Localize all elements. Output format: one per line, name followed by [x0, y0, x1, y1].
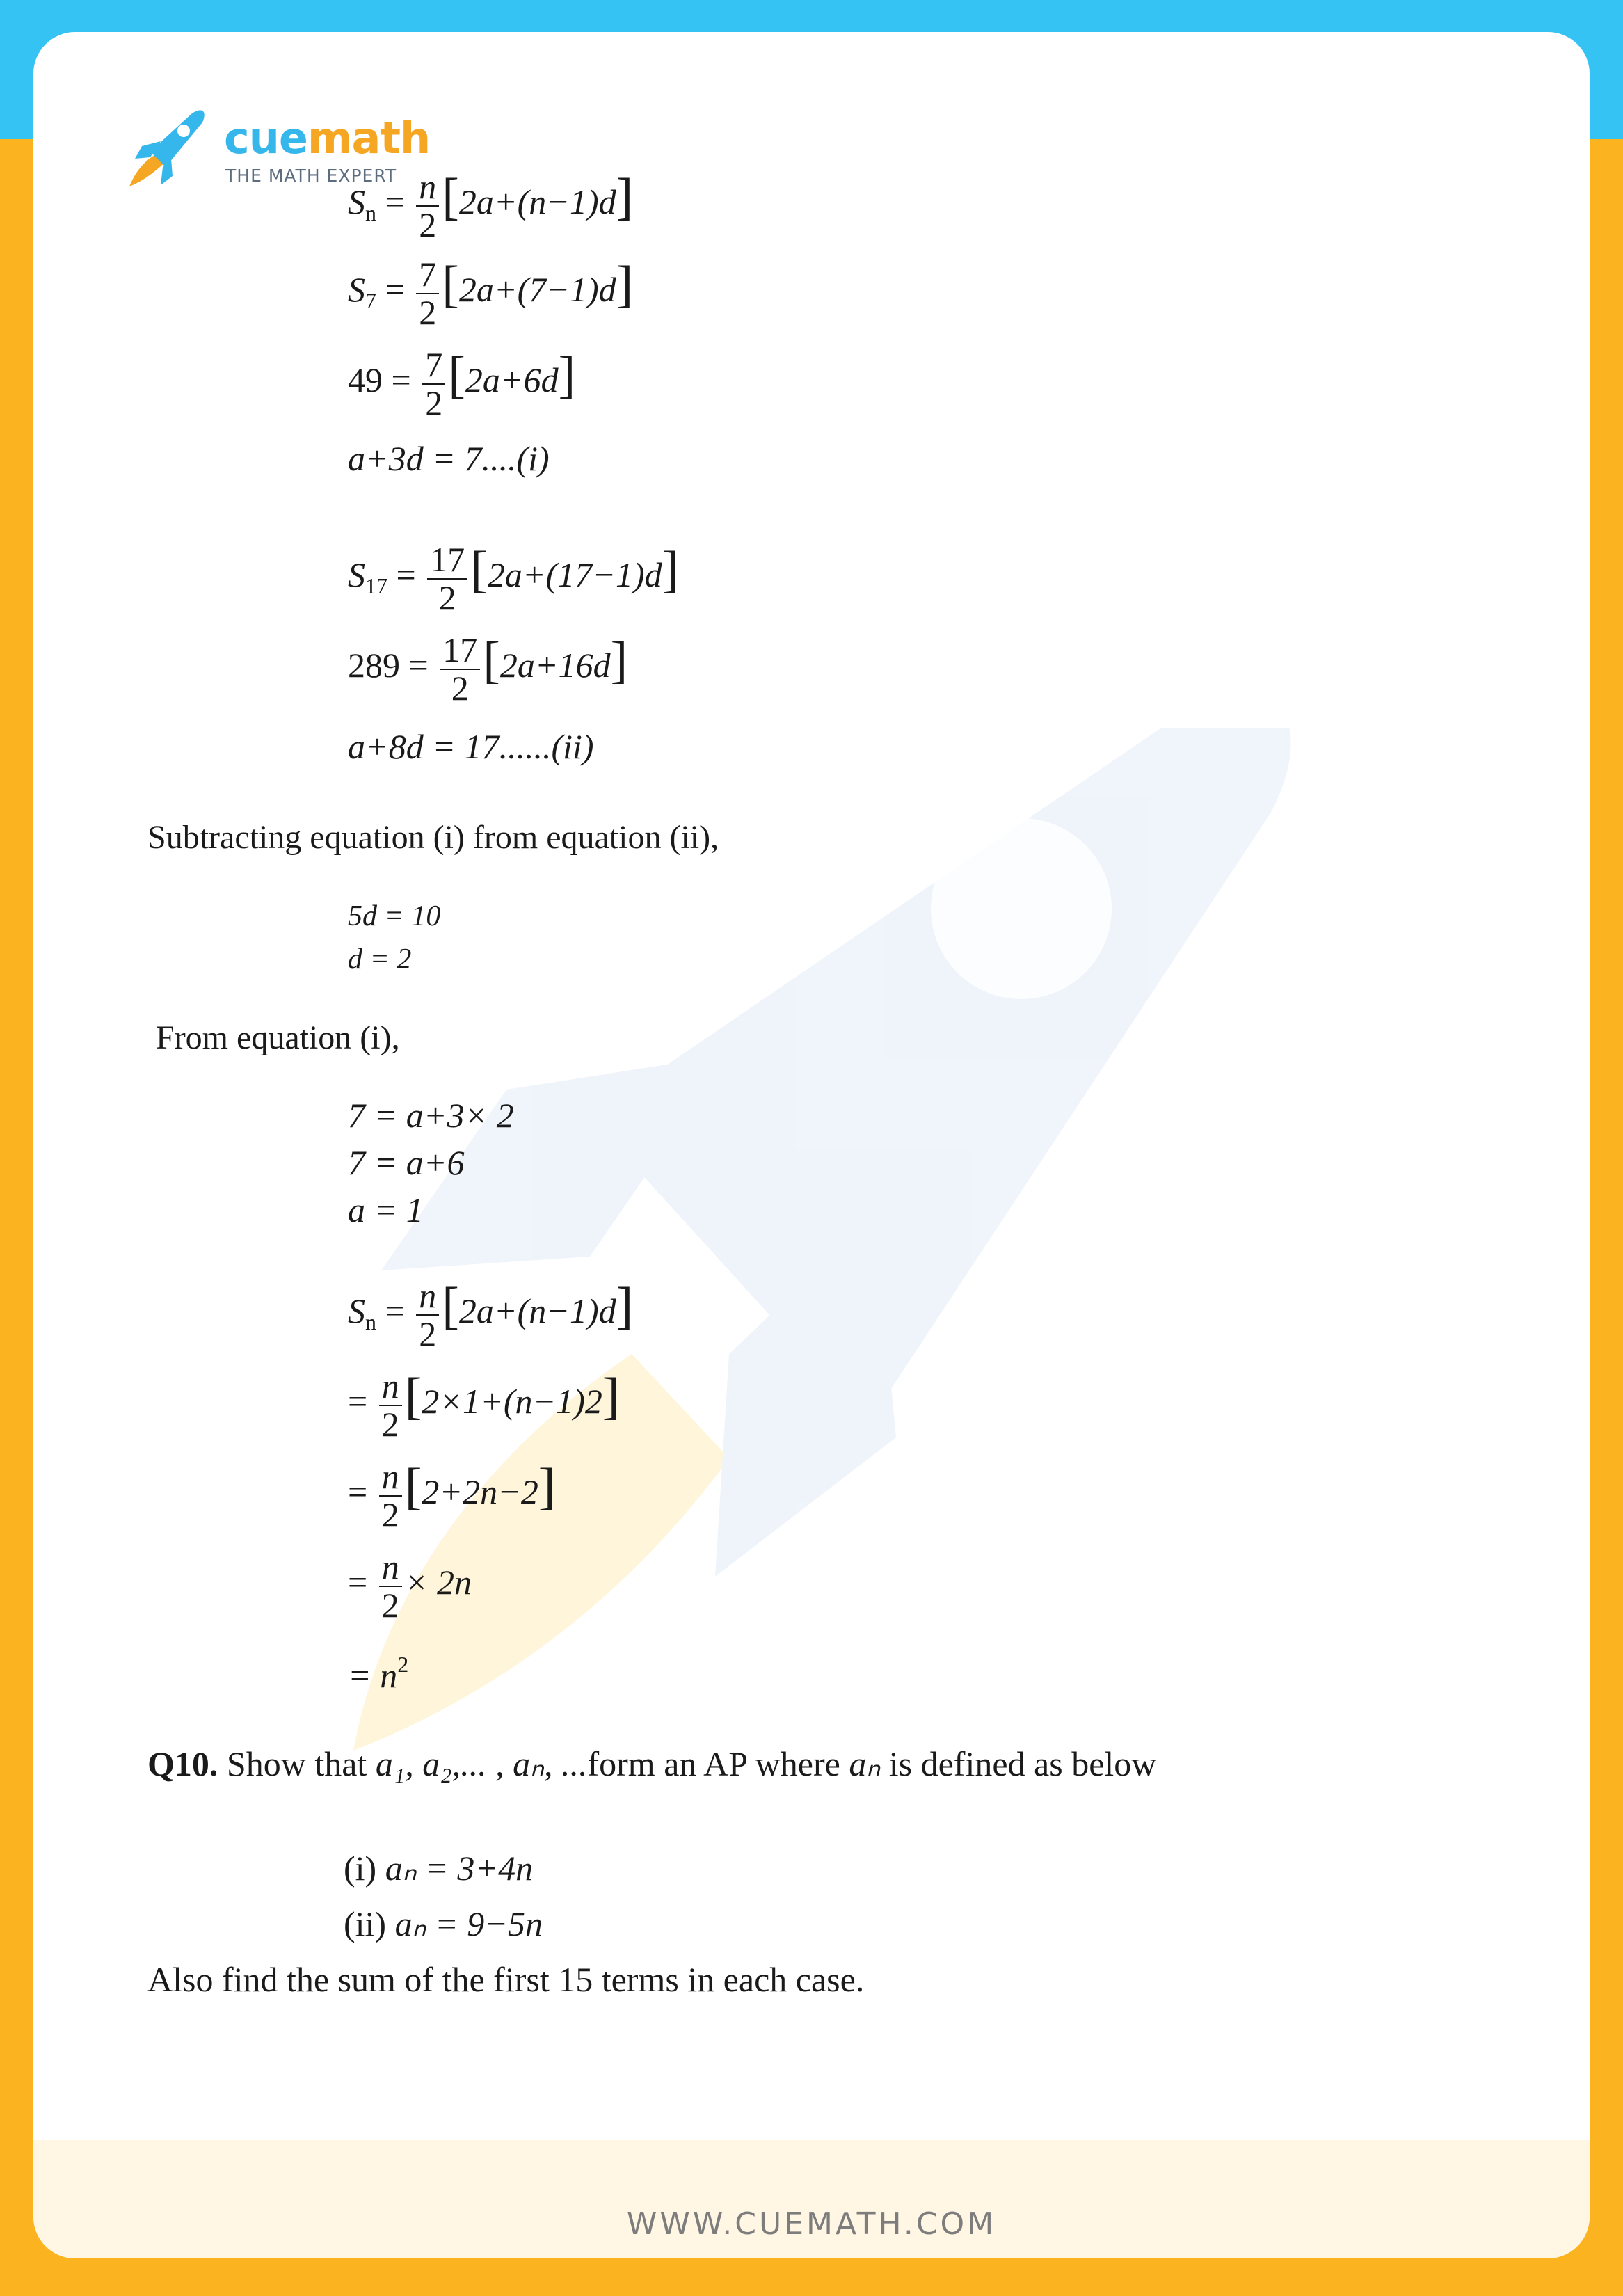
text-from-equation: From equation (i),	[156, 1019, 400, 1056]
question-10: Q10. Show that a₁, a₂,... , aₙ, ...form an AP where aₙ is defined as below	[147, 1744, 1157, 1783]
equation-ii: a+8d = 17......(ii)	[348, 727, 594, 766]
document-page	[33, 32, 1590, 2258]
equation-7-a-3x2: 7 = a+3× 2	[348, 1096, 514, 1135]
text-subtracting: Subtracting equation (i) from equation (ii),	[147, 819, 719, 856]
equation-s17: $S_{17}$ = $\frac{17}{2}$ [2a+(17−1)d]	[348, 540, 680, 617]
equation-n-over-2-x-2n: = $\frac{n}{2}$ × 2n	[348, 1547, 472, 1625]
question-10-final: Also find the sum of the first 15 terms in each case.	[147, 1960, 865, 1999]
equation-5d: 5d = 10	[348, 900, 441, 932]
equation-sn-restated: $S_n$ = $\frac{n}{2}$ [2a+(n−1)d]	[348, 1276, 634, 1353]
equation-a-1: a = 1	[348, 1190, 424, 1229]
brand-tagline: THE MATH EXPERT	[225, 166, 397, 186]
equation-n-squared: = $n^2$	[348, 1652, 409, 1695]
equation-7-a-6: 7 = a+6	[348, 1143, 465, 1182]
equation-d: d = 2	[348, 943, 412, 975]
equation-289: 289 = $\frac{17}{2}$ [2a+16d]	[348, 630, 628, 708]
rocket-logo-icon	[122, 103, 213, 193]
equation-49: 49 = $\frac{7}{2}$ [2a+6d]	[348, 345, 576, 422]
footer-url: WWW.CUEMATH.COM	[626, 2206, 997, 2242]
equation-i: a+3d = 7....(i)	[348, 439, 550, 478]
part-ii: (ii) aₙ = 9−5n	[344, 1904, 543, 1943]
equation-simplify: = $\frac{n}{2}$ [2+2n−2]	[348, 1457, 556, 1534]
equation-s7: $S_7$ = $\frac{7}{2}$ [2a+(7−1)d]	[348, 255, 634, 332]
equation-substitute: = $\frac{n}{2}$ [2×1+(n−1)2]	[348, 1366, 620, 1444]
part-i: (i) aₙ = 3+4n	[344, 1849, 534, 1888]
brand-name: cuemath	[224, 113, 431, 164]
equation-sn-general: $S_n$ = $\frac{n}{2}$ [2a+(n−1)d]	[348, 167, 634, 244]
